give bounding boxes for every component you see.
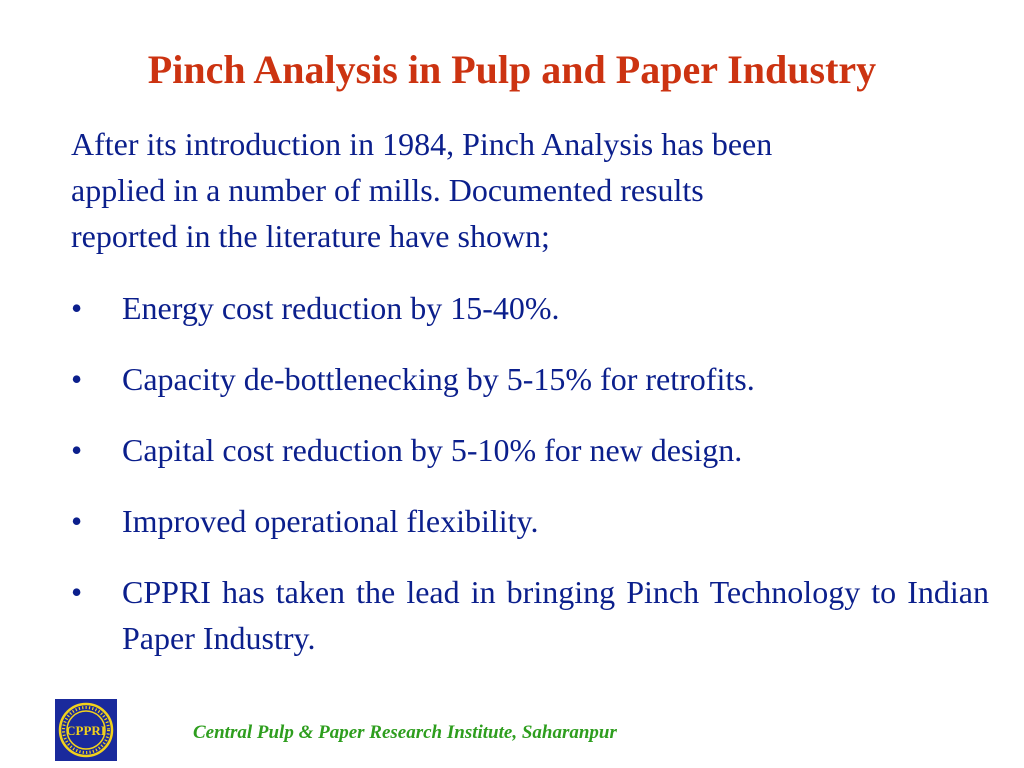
bullet-marker: • (71, 290, 83, 326)
bullet-text: Improved operational flexibility. (122, 503, 539, 539)
institute-name: Central Pulp & Paper Research Institute, Saharanpur (193, 722, 617, 743)
intro-paragraph: After its introduction in 1984, Pinch Analysis has been applied in a number of mills. Documented results reported in the literature have shown; (71, 126, 773, 254)
bullet-item (71, 356, 989, 402)
bullet-text: CPPRI has taken the lead in bringing Pinch Technology to Indian Paper Industry. (122, 574, 989, 656)
slide-title: Pinch Analysis in Pulp and Paper Industry (147, 47, 877, 92)
bullet-item (71, 427, 989, 473)
bullet-item (71, 285, 989, 331)
bullet-marker: • (71, 574, 83, 610)
bullet-text: Energy cost reduction by 15-40%. (122, 290, 560, 326)
bullet-marker: • (71, 432, 83, 468)
cppri-logo (55, 699, 117, 761)
logo-mark: CPPRI (66, 723, 106, 738)
bullet-text: Capacity de-bottlenecking by 5-15% for retrofits. (122, 361, 755, 397)
bullet-item (71, 498, 989, 544)
bullet-marker: • (71, 503, 83, 539)
bullet-marker: • (71, 361, 83, 397)
bullet-list (71, 285, 989, 686)
bullet-text: Capital cost reduction by 5-10% for new design. (122, 432, 743, 468)
bullet-item (71, 569, 989, 661)
